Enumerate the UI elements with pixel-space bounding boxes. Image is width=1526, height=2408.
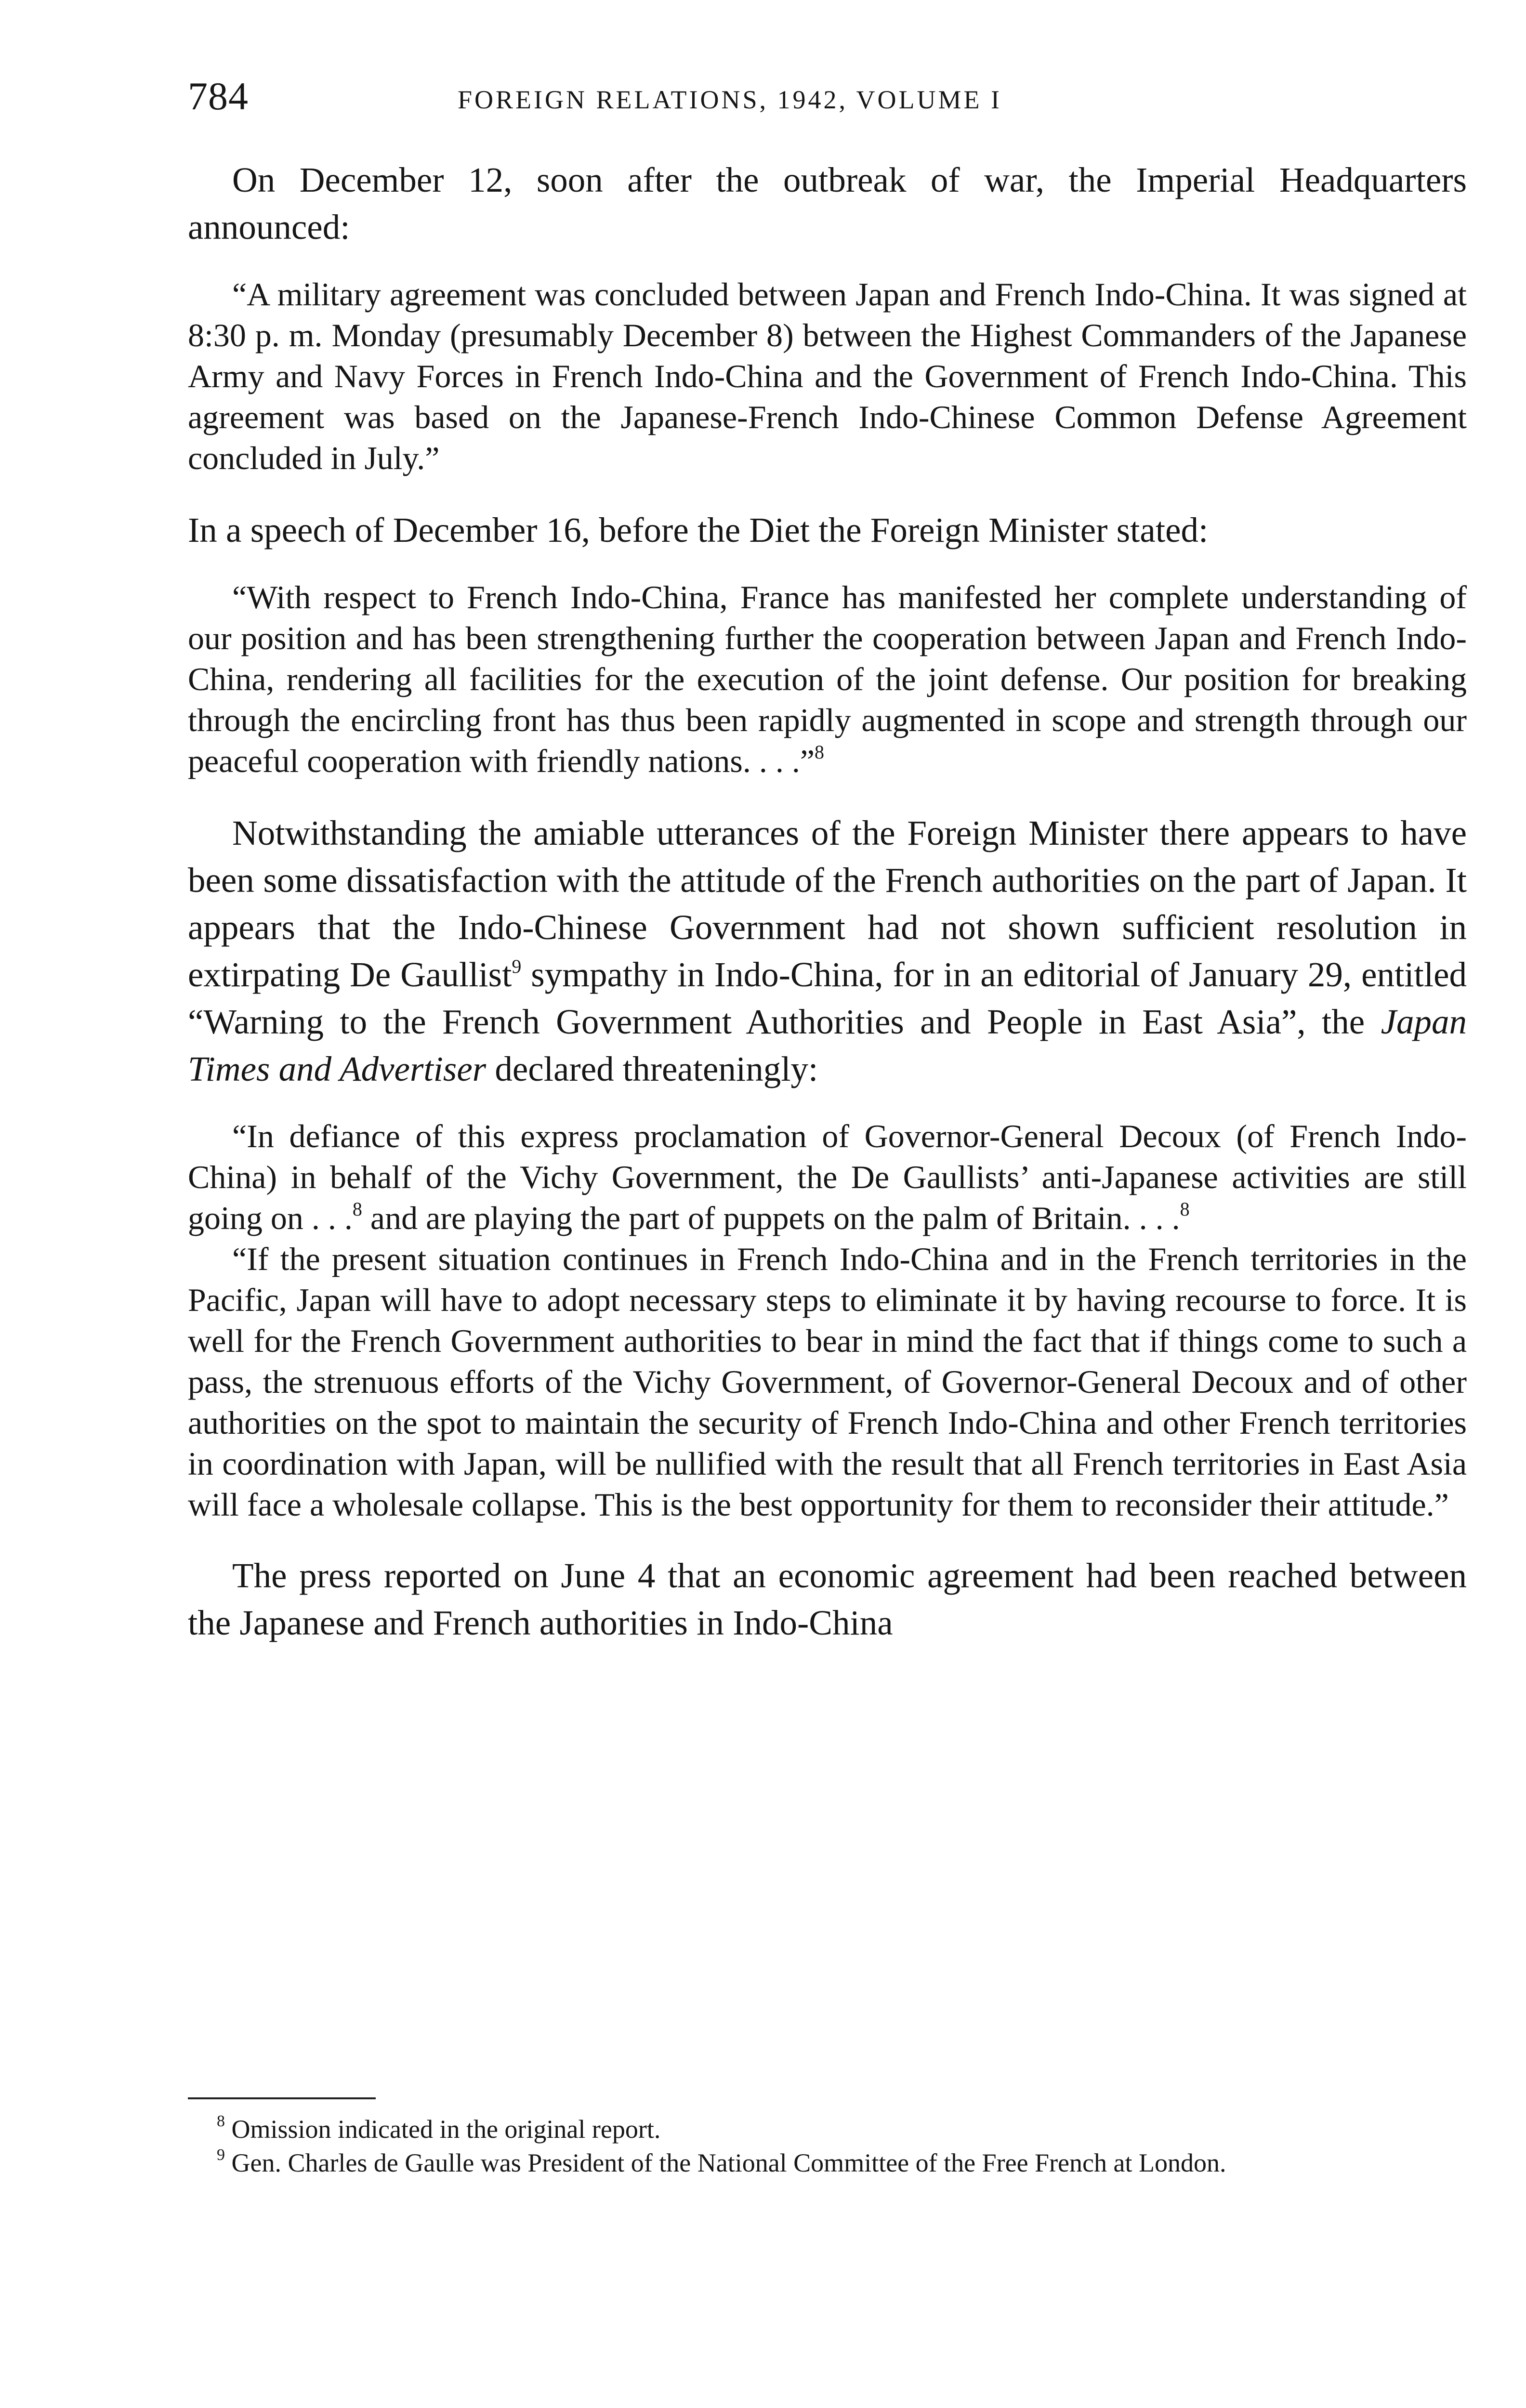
paragraph-imperial-headquarters: On December 12, soon after the outbreak of war, the Imperial Headquarters announced: bbox=[188, 160, 1467, 247]
footnote-marker: 9 bbox=[217, 2146, 225, 2164]
paragraph-dissatisfaction-text-a: Notwithstanding the amiable utterances of the Foreign Minister there appears to have been some dissatisfaction with the attitude of the French authorities on the part of Japan. It appears that the Indo-Chinese Government had not shown sufficient resolution in extirpating De Gaullist bbox=[188, 813, 1467, 994]
quote-editorial-text-b: and are playing the part of puppets on the palm of Britain. . . . bbox=[362, 1200, 1180, 1236]
paragraph-dissatisfaction-text-b: sympathy in Indo-China, for in an editorial of January 29, entitled “Warning to the French Government Authorities and People in East Asia”, the bbox=[188, 955, 1467, 1041]
paragraph-dissatisfaction bbox=[188, 810, 1467, 1093]
quote-editorial-part-one bbox=[188, 1116, 1467, 1239]
footnote-reference: 8 bbox=[352, 1198, 362, 1220]
main-text bbox=[188, 157, 1467, 1670]
quote-editorial-text-a: “In defiance of this express proclamation of Governor-General Decoux (of French Indo-China) in behalf of the Vichy Government, the De Gaullists’ anti-Japanese activities are still going on . . . bbox=[188, 1118, 1467, 1236]
newspaper-title: Japan Times and Advertiser bbox=[188, 1002, 1467, 1088]
footnote-text: Omission indicated in the original report. bbox=[231, 2115, 661, 2144]
footnotes bbox=[188, 2097, 1467, 2180]
footnote-reference: 9 bbox=[512, 955, 522, 977]
running-title: FOREIGN RELATIONS, 1942, VOLUME I bbox=[458, 85, 1002, 114]
footnote-9 bbox=[188, 2146, 1467, 2179]
paragraph-economic-agreement: The press reported on June 4 that an economic agreement had been reached between the Japanese and French authorities in Indo-China bbox=[188, 1556, 1467, 1642]
page-header bbox=[188, 72, 1467, 125]
quote-editorial-part-two: “If the present situation continues in French Indo-China and in the French territories in the Pacific, Japan will have to adopt necessary steps to eliminate it by having recourse to force. It is well for the French Government authorities to bear in mind the fact that if things come to such a pass, the strenuous efforts of the Vichy Government, of Governor-General Decoux and of other authorities on the spot to maintain the security of French Indo-China and other French territories in coordination with Japan, will be nullified with the result that all French territories in East Asia will face a wholesale collapse. This is the best opportunity for them to reconsider their attitude.” bbox=[188, 1241, 1467, 1523]
page-number: 784 bbox=[188, 74, 249, 118]
footnote-marker: 8 bbox=[217, 2112, 225, 2130]
footnote-text: Gen. Charles de Gaulle was President of the National Committee of the Free French at London. bbox=[231, 2148, 1226, 2177]
quote-foreign-minister bbox=[188, 577, 1467, 782]
footnote-8 bbox=[188, 2113, 1467, 2146]
quote-foreign-minister-text: “With respect to French Indo-China, France has manifested her complete understanding of our position and has been strengthening further the cooperation between Japan and French Indo-China, rendering all facilities for the execution of the joint defense. Our position for breaking through the encircling front has thus been rapidly augmented in scope and strength through our peaceful cooperation with friendly nations. . . .” bbox=[188, 579, 1467, 779]
footnote-reference: 8 bbox=[1180, 1198, 1190, 1220]
paragraph-foreign-minister-speech: In a speech of December 16, before the Diet the Foreign Minister stated: bbox=[188, 510, 1209, 550]
footnote-divider bbox=[188, 2097, 376, 2099]
paragraph-dissatisfaction-text-c: declared threateningly: bbox=[486, 1049, 818, 1088]
footnote-reference: 8 bbox=[815, 741, 824, 763]
quote-military-agreement: “A military agreement was concluded between Japan and French Indo-China. It was signed at 8:30 p. m. Monday (presumably December 8) between the Highest Commanders of the Japanese Army and Navy Forces in French Indo-China and the Government of French Indo-China. This agreement was based on the Japanese-French Indo-Chinese Common Defense Agreement concluded in July.” bbox=[188, 276, 1467, 476]
